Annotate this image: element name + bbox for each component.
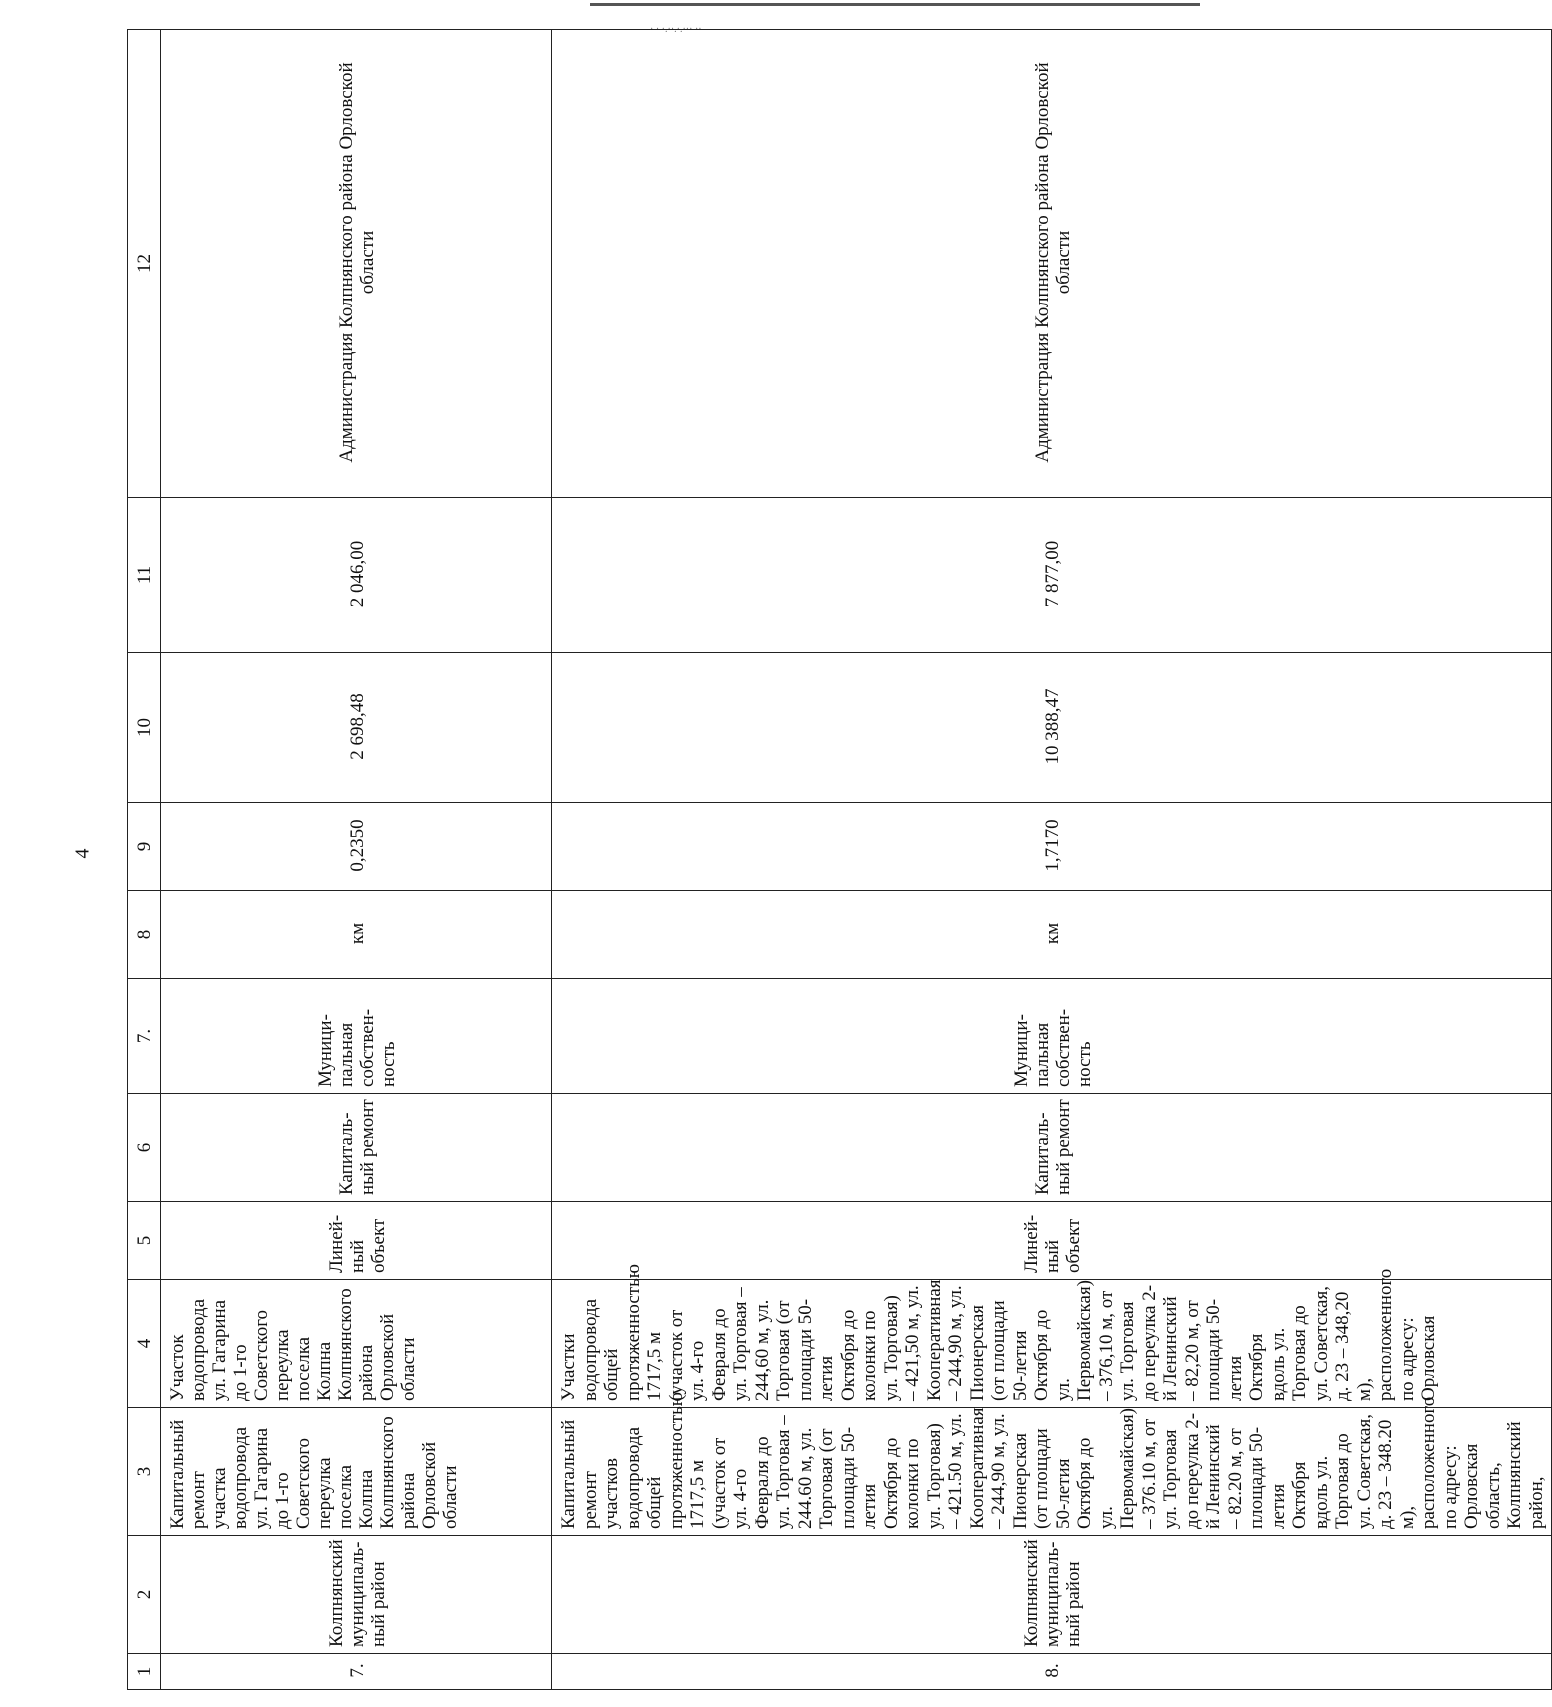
ownership-cell: Муници-пальная собствен-ность [552,979,1552,1094]
work-cell: Капиталь-ный ремонт [552,1094,1552,1202]
header-cell: 8 [128,891,161,979]
row-number: 7. [161,1654,552,1690]
header-cell: 3 [128,1408,161,1536]
district-cell: Колпнянский муниципаль-ный район [161,1536,552,1654]
header-cell: 12 [128,30,161,498]
page-number: 4 [71,848,94,859]
unit-cell: км [161,891,552,979]
type-cell: Линей-ный объект [552,1202,1552,1280]
header-cell: 11 [128,498,161,653]
header-cell: 4 [128,1280,161,1408]
customer-cell: Администрация Колпнянского района Орловской области [161,30,552,498]
customer-cell: Администрация Колпнянского района Орловской области [552,30,1552,498]
header-cell: 5 [128,1202,161,1280]
name-cell: Капитальный ремонт участков водопровода общей протяженностью 1717,5 м (участок от ул. 4-го Февраля до ул. Торговая – 244.60 м, ул. Торговая (от площади 50-летия Октября до колонки по ул. Торговая) – 421.50 м, ул. Кооперативная – 244,90 м, ул. Пионерская (от площади 50-летия Октября до ул. Первомайская) – 376.10 м, от ул. Торговая до переулка 2-й Ленинский – 82.20 м, от площади 50-летия Октября вдоль ул. Торговая до ул. Советская, д. 23 – 348.20 м), расположенного по адресу: Орловская область, Колпнянский район, [552,1408,1552,1536]
table-row [552,30,1552,1690]
type-cell: Линей-ный объект [161,1202,552,1280]
header-cell: 6 [128,1094,161,1202]
object-cell: Участки водопровода общей протяженностью 1717,5 м (участок от ул. 4-го Февраля до ул. Торговая – 244,60 м, ул. Торговая (от площади 50-летия Октября до колонки по ул. Торговая) – 421,50 м, ул. Кооперативная – 244,90 м, ул. Пионерская (от площади 50-летия Октября до ул. Первомайская) – 376,10 м, от ул. Торговая до переулка 2-й Ленинский – 82,20 м, от площади 50-летия Октября вдоль ул. Торговая до ул. Советская, д. 23 – 348,20 м), расположенного по адресу: Орловская [552,1280,1552,1408]
header-cell: 9 [128,803,161,891]
cost-budget-cell: 2 046,00 [161,498,552,653]
register-table [127,29,1552,1690]
capacity-cell: 1,7170 [552,803,1552,891]
ownership-cell: Муници-пальная собствен-ность [161,979,552,1094]
header-cell: 2 [128,1536,161,1654]
rotated-document [127,30,1547,1690]
scan-noise: · · ·.··.·.··· ·· [650,24,702,35]
cost-budget-cell: 7 877,00 [552,498,1552,653]
header-cell: 7. [128,979,161,1094]
table-header-row [128,30,161,1690]
work-cell: Капиталь-ный ремонт [161,1094,552,1202]
table-row [161,30,552,1690]
header-cell: 1 [128,1654,161,1690]
scan-edge-line [590,3,1200,6]
cost-total-cell: 2 698,48 [161,653,552,803]
capacity-cell: 0,2350 [161,803,552,891]
cost-total-cell: 10 388,47 [552,653,1552,803]
name-cell: Капитальный ремонт участка водопровода ул. Гагарина до 1-го Советского переулка поселка Колпна Колпнянского района Орловской области [161,1408,552,1536]
district-cell: Колпнянский муниципаль-ный район [552,1536,1552,1654]
unit-cell: км [552,891,1552,979]
header-cell: 10 [128,653,161,803]
object-cell: Участок водопровода ул. Гагарина до 1-го Советского переулка поселка Колпна Колпнянского района Орловской области [161,1280,552,1408]
row-number: 8. [552,1654,1552,1690]
